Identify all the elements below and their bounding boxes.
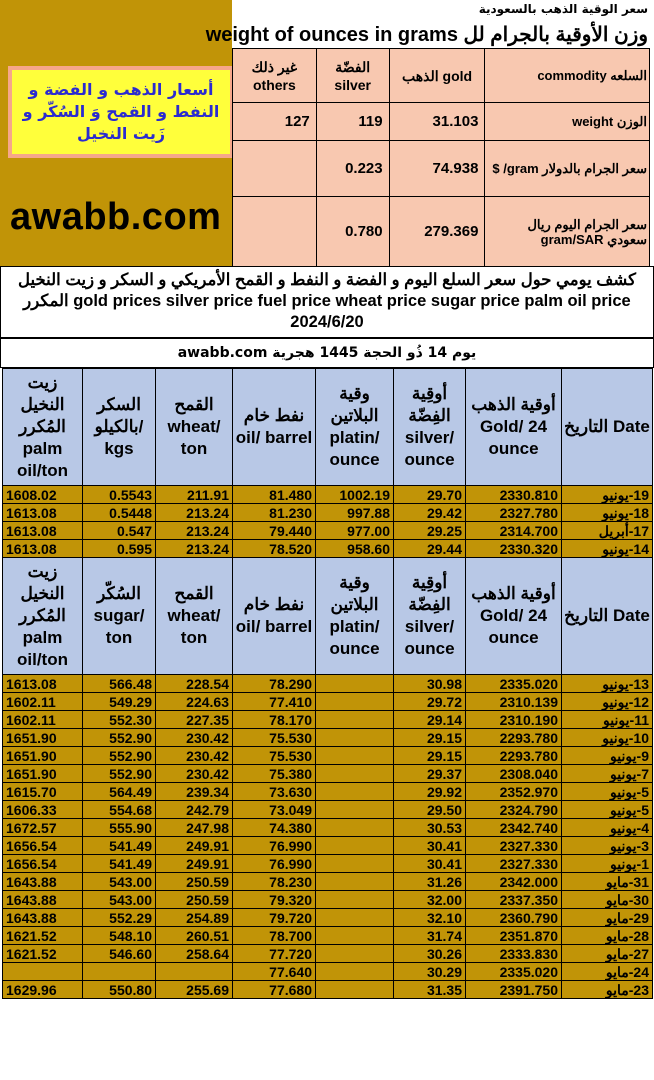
cell-sugar: 548.10 bbox=[83, 927, 156, 945]
cell-silver: 29.50 bbox=[394, 801, 466, 819]
cell-wheat: 254.89 bbox=[156, 909, 233, 927]
table-row bbox=[3, 963, 653, 981]
table-row bbox=[3, 729, 653, 747]
weight-label: الوزن weight bbox=[485, 103, 650, 141]
cell-sugar: 564.49 bbox=[83, 783, 156, 801]
cell-palm-oil: 1643.88 bbox=[3, 909, 83, 927]
banner-text: أسعار الذهب و الفضة و النفط و القمح وَ السُكّر و زَيت النخيل bbox=[22, 80, 220, 143]
weight-row bbox=[233, 103, 650, 141]
cell-oil: 75.530 bbox=[233, 747, 316, 765]
cell-platinum bbox=[316, 981, 394, 999]
cell-palm-oil: 1602.11 bbox=[3, 711, 83, 729]
cell-gold: 2351.870 bbox=[466, 927, 562, 945]
cell-oil: 73.049 bbox=[233, 801, 316, 819]
cell-gold: 2310.139 bbox=[466, 693, 562, 711]
cell-gold: 2342.740 bbox=[466, 819, 562, 837]
cell-sugar bbox=[83, 963, 156, 981]
cell-sugar: 552.30 bbox=[83, 711, 156, 729]
table-row bbox=[3, 693, 653, 711]
usd-gold: 74.938 bbox=[389, 141, 485, 197]
cell-wheat: 255.69 bbox=[156, 981, 233, 999]
cell-gold: 2327.330 bbox=[466, 855, 562, 873]
sar-label: سعر الجرام اليوم ريال سعودي gram/SAR bbox=[485, 197, 650, 267]
table-header-row bbox=[3, 369, 653, 486]
cell-palm-oil: 1602.11 bbox=[3, 693, 83, 711]
col-platinum: وقية البلاتين platin/ ounce bbox=[316, 558, 394, 675]
second-header bbox=[3, 558, 653, 675]
cell-sugar: 552.90 bbox=[83, 765, 156, 783]
cell-date: 24-مايو bbox=[562, 963, 653, 981]
table-row bbox=[3, 711, 653, 729]
cell-silver: 31.35 bbox=[394, 981, 466, 999]
cell-date: 31-مايو bbox=[562, 873, 653, 891]
col-silver: أوقِية الفِضّة silver/ ounce bbox=[394, 369, 466, 486]
cell-wheat: 239.34 bbox=[156, 783, 233, 801]
cell-oil: 78.700 bbox=[233, 927, 316, 945]
cell-palm-oil: 1651.90 bbox=[3, 747, 83, 765]
cell-silver: 30.53 bbox=[394, 819, 466, 837]
cell-date: 12-يونيو bbox=[562, 693, 653, 711]
cell-gold: 2333.830 bbox=[466, 945, 562, 963]
table-row bbox=[3, 486, 653, 504]
table-row bbox=[3, 540, 653, 558]
cell-oil: 81.230 bbox=[233, 504, 316, 522]
cell-date: 4-يونيو bbox=[562, 819, 653, 837]
cell-palm-oil: 1613.08 bbox=[3, 675, 83, 693]
cell-platinum bbox=[316, 819, 394, 837]
cell-silver: 31.26 bbox=[394, 873, 466, 891]
cell-platinum bbox=[316, 765, 394, 783]
usd-others bbox=[233, 141, 317, 197]
top-caption: سعر الوقية الذهب بالسعودية bbox=[478, 2, 648, 16]
hijri-date-line: يوم 14 ذُو الحجة 1445 هجرية awabb.com bbox=[0, 338, 654, 368]
cell-gold: 2342.000 bbox=[466, 873, 562, 891]
table-header-row-2 bbox=[3, 558, 653, 675]
col-wheat: القمح wheat/ ton bbox=[156, 558, 233, 675]
cell-gold: 2327.330 bbox=[466, 837, 562, 855]
cell-platinum bbox=[316, 945, 394, 963]
cell-palm-oil: 1629.96 bbox=[3, 981, 83, 999]
cell-platinum bbox=[316, 963, 394, 981]
cell-date: 17-أبريل bbox=[562, 522, 653, 540]
cell-oil: 76.990 bbox=[233, 855, 316, 873]
cell-silver: 30.98 bbox=[394, 675, 466, 693]
cell-wheat: 230.42 bbox=[156, 765, 233, 783]
cell-date: 11-يونيو bbox=[562, 711, 653, 729]
table-row bbox=[3, 909, 653, 927]
cell-palm-oil: 1608.02 bbox=[3, 486, 83, 504]
table-row bbox=[3, 522, 653, 540]
cell-silver: 29.72 bbox=[394, 693, 466, 711]
cell-silver: 29.92 bbox=[394, 783, 466, 801]
col-oil: نفط خام oil/ barrel bbox=[233, 369, 316, 486]
cell-platinum bbox=[316, 909, 394, 927]
cell-date: 29-مايو bbox=[562, 909, 653, 927]
rows-block-1 bbox=[3, 486, 653, 558]
cell-date: 9-يونيو bbox=[562, 747, 653, 765]
cell-wheat: 227.35 bbox=[156, 711, 233, 729]
cell-sugar: 0.5448 bbox=[83, 504, 156, 522]
cell-wheat: 213.24 bbox=[156, 504, 233, 522]
cell-gold: 2391.750 bbox=[466, 981, 562, 999]
cell-sugar: 550.80 bbox=[83, 981, 156, 999]
usd-row bbox=[233, 141, 650, 197]
cell-gold: 2327.780 bbox=[466, 504, 562, 522]
cell-wheat: 250.59 bbox=[156, 873, 233, 891]
cell-oil: 77.680 bbox=[233, 981, 316, 999]
cell-gold: 2310.190 bbox=[466, 711, 562, 729]
sar-row bbox=[233, 197, 650, 267]
col-date: التاريخ Date bbox=[562, 558, 653, 675]
cell-oil: 77.640 bbox=[233, 963, 316, 981]
table-row bbox=[3, 819, 653, 837]
cell-silver: 29.42 bbox=[394, 504, 466, 522]
table-row bbox=[3, 765, 653, 783]
cell-oil: 75.380 bbox=[233, 765, 316, 783]
cell-sugar: 0.5543 bbox=[83, 486, 156, 504]
cell-palm-oil: 1656.54 bbox=[3, 837, 83, 855]
cell-palm-oil: 1651.90 bbox=[3, 729, 83, 747]
cell-sugar: 554.68 bbox=[83, 801, 156, 819]
cell-wheat: 250.59 bbox=[156, 891, 233, 909]
cell-sugar: 552.90 bbox=[83, 729, 156, 747]
cell-date: 3-يونيو bbox=[562, 837, 653, 855]
cell-gold: 2335.020 bbox=[466, 675, 562, 693]
col-gold: أوقية الذهب Gold/ 24 ounce bbox=[466, 369, 562, 486]
col-oil: نفط خام oil/ barrel bbox=[233, 558, 316, 675]
cell-date: 30-مايو bbox=[562, 891, 653, 909]
cell-platinum: 958.60 bbox=[316, 540, 394, 558]
cell-silver: 29.37 bbox=[394, 765, 466, 783]
cell-palm-oil: 1613.08 bbox=[3, 522, 83, 540]
table-row bbox=[3, 945, 653, 963]
report-heading: كشف يومي حول سعر السلع اليوم و الفضة و النفط و القمح الأمريكي و السكر و زيت النخيل المكرر gold prices silver price fuel price wheat price sugar price palm oil price 2024/6/20 bbox=[0, 266, 654, 338]
prices-table bbox=[2, 368, 653, 999]
cell-silver: 29.25 bbox=[394, 522, 466, 540]
cell-date: 1-يونيو bbox=[562, 855, 653, 873]
col-platinum: وقية البلاتين platin/ ounce bbox=[316, 369, 394, 486]
cell-gold: 2314.700 bbox=[466, 522, 562, 540]
cell-wheat: 247.98 bbox=[156, 819, 233, 837]
cell-date: 13-يونيو bbox=[562, 675, 653, 693]
col-wheat: القمح wheat/ ton bbox=[156, 369, 233, 486]
cell-date: 19-يونيو bbox=[562, 486, 653, 504]
cell-palm-oil: 1621.52 bbox=[3, 927, 83, 945]
col-sugar: السكر بالكيلو/ kgs bbox=[83, 369, 156, 486]
cell-oil: 78.230 bbox=[233, 873, 316, 891]
site-logo[interactable]: awabb.com bbox=[10, 196, 222, 238]
cell-sugar: 552.29 bbox=[83, 909, 156, 927]
cell-platinum bbox=[316, 729, 394, 747]
cell-oil: 73.630 bbox=[233, 783, 316, 801]
cell-date: 5-يونيو bbox=[562, 783, 653, 801]
title-banner bbox=[8, 66, 234, 158]
cell-date: 7-يونيو bbox=[562, 765, 653, 783]
sar-silver: 0.780 bbox=[316, 197, 389, 267]
table-row bbox=[3, 675, 653, 693]
cell-palm-oil bbox=[3, 963, 83, 981]
cell-wheat: 230.42 bbox=[156, 747, 233, 765]
cell-sugar: 555.90 bbox=[83, 819, 156, 837]
cell-oil: 79.320 bbox=[233, 891, 316, 909]
cell-gold: 2335.020 bbox=[466, 963, 562, 981]
header-gold: الذهب gold bbox=[389, 49, 485, 103]
col-sugar: السُكّر sugar/ ton bbox=[83, 558, 156, 675]
cell-gold: 2352.970 bbox=[466, 783, 562, 801]
cell-wheat: 258.64 bbox=[156, 945, 233, 963]
weight-others: 127 bbox=[233, 103, 317, 141]
cell-wheat: 249.91 bbox=[156, 855, 233, 873]
cell-platinum bbox=[316, 855, 394, 873]
cell-sugar: 0.595 bbox=[83, 540, 156, 558]
weight-gold: 31.103 bbox=[389, 103, 485, 141]
cell-palm-oil: 1606.33 bbox=[3, 801, 83, 819]
cell-silver: 29.14 bbox=[394, 711, 466, 729]
table-row bbox=[3, 873, 653, 891]
cell-wheat: 211.91 bbox=[156, 486, 233, 504]
cell-palm-oil: 1643.88 bbox=[3, 891, 83, 909]
cell-platinum bbox=[316, 783, 394, 801]
col-palm-oil: زيت النخيل المُكرر palm oil/ton bbox=[3, 558, 83, 675]
cell-date: 5-يونيو bbox=[562, 801, 653, 819]
table-row bbox=[3, 981, 653, 999]
cell-gold: 2293.780 bbox=[466, 729, 562, 747]
cell-platinum bbox=[316, 891, 394, 909]
sar-gold: 279.369 bbox=[389, 197, 485, 267]
header-commodity: السلعه commodity bbox=[485, 49, 650, 103]
cell-wheat: 242.79 bbox=[156, 801, 233, 819]
cell-silver: 30.29 bbox=[394, 963, 466, 981]
cell-sugar: 543.00 bbox=[83, 891, 156, 909]
cell-date: 18-يونيو bbox=[562, 504, 653, 522]
cell-platinum bbox=[316, 873, 394, 891]
cell-silver: 30.41 bbox=[394, 855, 466, 873]
table-row bbox=[3, 855, 653, 873]
page-title: weight of ounces in grams وزن الأوقية بالجرام لل bbox=[205, 24, 648, 46]
cell-silver: 32.00 bbox=[394, 891, 466, 909]
usd-label: سعر الجرام بالدولار gram/ $ bbox=[485, 141, 650, 197]
cell-oil: 76.990 bbox=[233, 837, 316, 855]
cell-sugar: 546.60 bbox=[83, 945, 156, 963]
top-left-panel bbox=[0, 0, 232, 266]
cell-sugar: 541.49 bbox=[83, 837, 156, 855]
cell-sugar: 549.29 bbox=[83, 693, 156, 711]
cell-oil: 78.170 bbox=[233, 711, 316, 729]
cell-sugar: 552.90 bbox=[83, 747, 156, 765]
cell-silver: 29.15 bbox=[394, 729, 466, 747]
cell-oil: 79.720 bbox=[233, 909, 316, 927]
cell-wheat bbox=[156, 963, 233, 981]
cell-gold: 2360.790 bbox=[466, 909, 562, 927]
cell-oil: 81.480 bbox=[233, 486, 316, 504]
cell-wheat: 224.63 bbox=[156, 693, 233, 711]
cell-gold: 2293.780 bbox=[466, 747, 562, 765]
table-row bbox=[3, 927, 653, 945]
cell-wheat: 213.24 bbox=[156, 540, 233, 558]
cell-oil: 78.520 bbox=[233, 540, 316, 558]
cell-silver: 30.26 bbox=[394, 945, 466, 963]
cell-date: 23-مايو bbox=[562, 981, 653, 999]
cell-platinum: 997.88 bbox=[316, 504, 394, 522]
cell-silver: 31.74 bbox=[394, 927, 466, 945]
cell-palm-oil: 1613.08 bbox=[3, 504, 83, 522]
cell-palm-oil: 1615.70 bbox=[3, 783, 83, 801]
table-row bbox=[3, 747, 653, 765]
table-row bbox=[3, 891, 653, 909]
rows-block-2 bbox=[3, 675, 653, 999]
cell-oil: 77.410 bbox=[233, 693, 316, 711]
cell-palm-oil: 1613.08 bbox=[3, 540, 83, 558]
cell-platinum bbox=[316, 837, 394, 855]
cell-platinum: 1002.19 bbox=[316, 486, 394, 504]
cell-oil: 79.440 bbox=[233, 522, 316, 540]
cell-sugar: 0.547 bbox=[83, 522, 156, 540]
cell-date: 28-مايو bbox=[562, 927, 653, 945]
cell-wheat: 249.91 bbox=[156, 837, 233, 855]
cell-sugar: 541.49 bbox=[83, 855, 156, 873]
cell-platinum bbox=[316, 675, 394, 693]
cell-platinum bbox=[316, 711, 394, 729]
cell-oil: 78.290 bbox=[233, 675, 316, 693]
col-palm-oil: زيت النخيل المُكرر palm oil/ton bbox=[3, 369, 83, 486]
col-gold: أوقية الذهب Gold/ 24 ounce bbox=[466, 558, 562, 675]
cell-wheat: 260.51 bbox=[156, 927, 233, 945]
cell-platinum bbox=[316, 747, 394, 765]
cell-gold: 2330.810 bbox=[466, 486, 562, 504]
sar-others bbox=[233, 197, 317, 267]
cell-sugar: 566.48 bbox=[83, 675, 156, 693]
cell-oil: 74.380 bbox=[233, 819, 316, 837]
cell-gold: 2337.350 bbox=[466, 891, 562, 909]
cell-gold: 2330.320 bbox=[466, 540, 562, 558]
table-row bbox=[3, 801, 653, 819]
table-row bbox=[3, 837, 653, 855]
cell-palm-oil: 1672.57 bbox=[3, 819, 83, 837]
cell-silver: 29.70 bbox=[394, 486, 466, 504]
cell-silver: 29.15 bbox=[394, 747, 466, 765]
weights-header-row bbox=[233, 49, 650, 103]
cell-date: 14-يونيو bbox=[562, 540, 653, 558]
cell-date: 27-مايو bbox=[562, 945, 653, 963]
cell-silver: 30.41 bbox=[394, 837, 466, 855]
cell-silver: 32.10 bbox=[394, 909, 466, 927]
cell-platinum: 977.00 bbox=[316, 522, 394, 540]
cell-platinum bbox=[316, 693, 394, 711]
table-row bbox=[3, 783, 653, 801]
cell-oil: 75.530 bbox=[233, 729, 316, 747]
cell-palm-oil: 1651.90 bbox=[3, 765, 83, 783]
cell-palm-oil: 1656.54 bbox=[3, 855, 83, 873]
cell-platinum bbox=[316, 927, 394, 945]
cell-palm-oil: 1643.88 bbox=[3, 873, 83, 891]
usd-silver: 0.223 bbox=[316, 141, 389, 197]
cell-wheat: 213.24 bbox=[156, 522, 233, 540]
cell-palm-oil: 1621.52 bbox=[3, 945, 83, 963]
col-date: التاريخ Date bbox=[562, 369, 653, 486]
cell-date: 10-يونيو bbox=[562, 729, 653, 747]
cell-platinum bbox=[316, 801, 394, 819]
cell-wheat: 228.54 bbox=[156, 675, 233, 693]
cell-oil: 77.720 bbox=[233, 945, 316, 963]
cell-sugar: 543.00 bbox=[83, 873, 156, 891]
header-others: غير ذلك others bbox=[233, 49, 317, 103]
header-silver: الفضّة silver bbox=[316, 49, 389, 103]
weights-table bbox=[232, 48, 650, 267]
weight-silver: 119 bbox=[316, 103, 389, 141]
cell-silver: 29.44 bbox=[394, 540, 466, 558]
cell-gold: 2308.040 bbox=[466, 765, 562, 783]
cell-wheat: 230.42 bbox=[156, 729, 233, 747]
cell-gold: 2324.790 bbox=[466, 801, 562, 819]
table-row bbox=[3, 504, 653, 522]
col-silver: أوقِية الفِضّة silver/ ounce bbox=[394, 558, 466, 675]
